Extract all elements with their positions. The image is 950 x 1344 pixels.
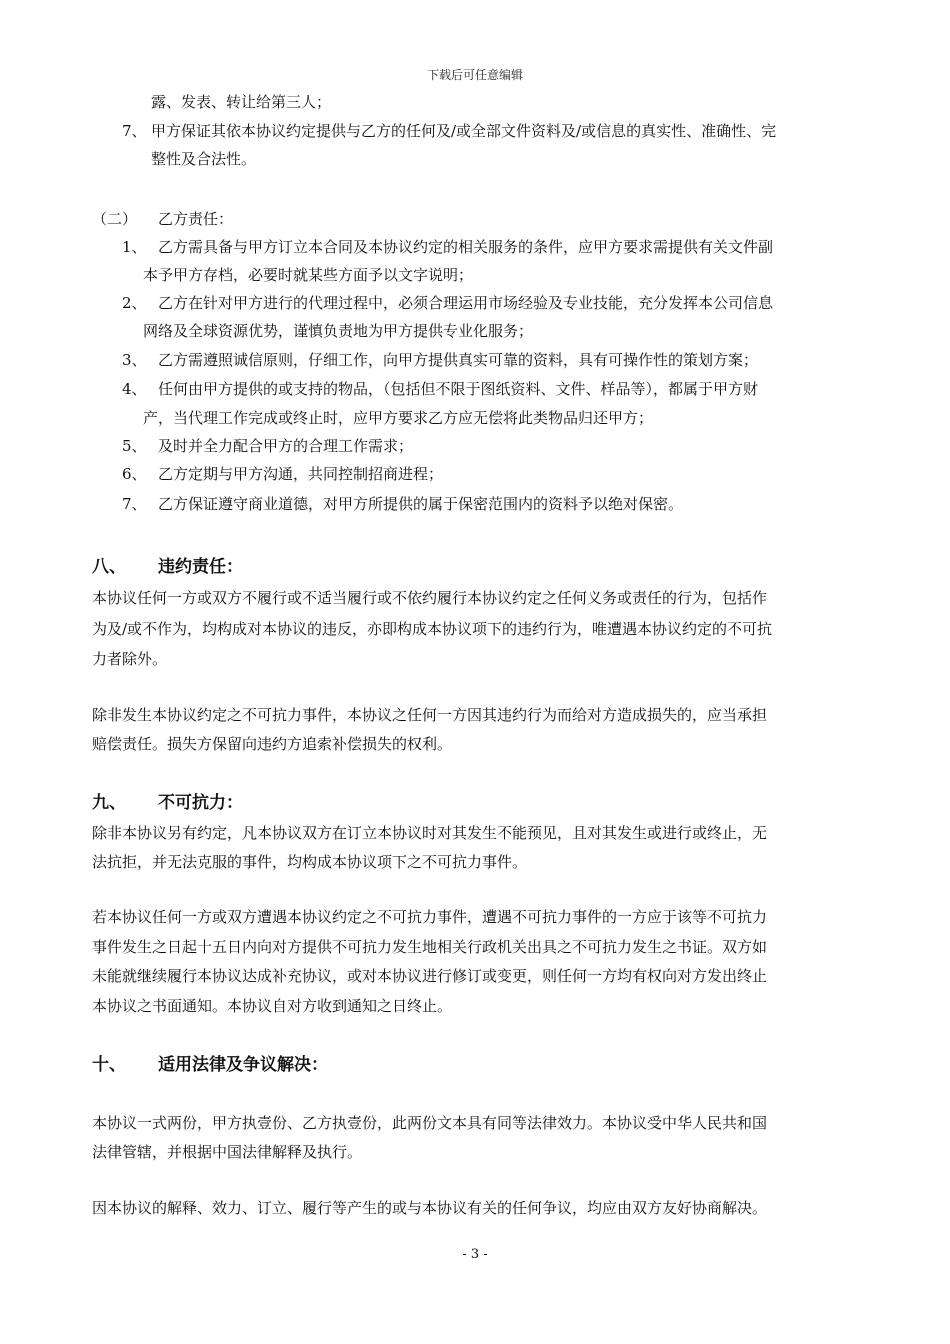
section-8-title: 违约责任： xyxy=(158,557,243,577)
party-b-item-line: 乙方需具备与甲方订立本合同及本协议约定的相关服务的条件，应甲方要求需提供有关文件副 xyxy=(158,238,774,256)
party-b-item-line: 本予甲方存档，必要时就某些方面予以文字说明； xyxy=(143,266,474,284)
section-9-paragraph-line: 事件发生之日起十五日内向对方提供不可抗力发生地相关行政机关出具之不可抗力发生之书证。双方如 xyxy=(92,938,768,956)
party-b-item-line: 及时并全力配合甲方的合理工作需求； xyxy=(158,437,414,455)
section-9-paragraph-line: 本协议之书面通知。本协议自对方收到通知之日终止。 xyxy=(92,997,453,1015)
section-9-paragraph-line: 除非本协议另有约定，凡本协议双方在订立本协议时对其发生不能预见，且对其发生或进行或终止，无 xyxy=(92,824,768,842)
party-b-label: （二） xyxy=(92,210,138,228)
section-8-paragraph-line: 除非发生本协议约定之不可抗力事件，本协议之任何一方因其违约行为而给对方造成损失的，应当承担 xyxy=(92,706,768,724)
party-b-item-number: 1、 xyxy=(122,238,147,256)
header-note: 下载后可任意编辑 xyxy=(426,68,523,82)
section-9-title: 不可抗力： xyxy=(158,793,243,813)
party-b-item-line: 乙方保证遵守商业道德，对甲方所提供的属于保密范围内的资料予以绝对保密。 xyxy=(158,495,684,513)
party-b-item-number: 2、 xyxy=(122,294,147,312)
party-b-item-number: 3、 xyxy=(122,351,147,369)
section-9-number: 九、 xyxy=(92,793,126,813)
party-b-item-number: 4、 xyxy=(122,380,147,398)
party-b-item-line: 乙方在针对甲方进行的代理过程中，必须合理运用市场经验及专业技能，充分发挥本公司信息 xyxy=(158,294,774,312)
section-8-paragraph-line: 赔偿责任。损失方保留向违约方追索补偿损失的权利。 xyxy=(92,735,453,753)
section-10-paragraph-line: 因本协议的解释、效力、订立、履行等产生的或与本协议有关的任何争议，均应由双方友好协商解决。 xyxy=(92,1199,768,1217)
party-b-item-number: 5、 xyxy=(122,437,147,455)
party-b-item-line: 任何由甲方提供的或支持的物品，（包括但不限于图纸资料、文件、样品等），都属于甲方财 xyxy=(158,380,759,398)
party-b-title: 乙方责任： xyxy=(158,210,234,228)
party-b-item-number: 7、 xyxy=(122,495,147,513)
section-9-paragraph-line: 法抗拒，并无法克服的事件，均构成本协议项下之不可抗力事件。 xyxy=(92,853,528,871)
party-b-item-number: 6、 xyxy=(122,465,147,483)
section-10-title: 适用法律及争议解决： xyxy=(158,1055,328,1075)
party-a-item7-line1: 甲方保证其依本协议约定提供与乙方的任何及/或全部文件资料及/或信息的真实性、准确性、完 xyxy=(151,122,777,140)
section-9-paragraph-line: 若本协议任何一方或双方遭遇本协议约定之不可抗力事件，遭遇不可抗力事件的一方应于该等不可抗力 xyxy=(92,908,768,926)
section-8-paragraph-line: 力者除外。 xyxy=(92,650,168,668)
section-8-number: 八、 xyxy=(92,557,126,577)
party-a-item6-tail: 露、发表、转让给第三人； xyxy=(151,93,332,111)
page-number: - 3 - xyxy=(462,1247,488,1262)
section-9-paragraph-line: 未能就继续履行本协议达成补充协议，或对本协议进行修订或变更，则任何一方均有权向对方发出终止 xyxy=(92,967,768,985)
section-10-number: 十、 xyxy=(92,1055,126,1075)
party-b-item-line: 网络及全球资源优势，谨慎负责地为甲方提供专业化服务； xyxy=(143,322,534,340)
section-8-paragraph-line: 为及/或不作为，均构成对本协议的违反，亦即构成本协议项下的违约行为，唯遭遇本协议约定的不可抗 xyxy=(92,620,773,638)
party-a-item7-number: 7、 xyxy=(122,122,147,140)
party-b-item-line: 乙方需遵照诚信原则，仔细工作，向甲方提供真实可靠的资料，具有可操作性的策划方案； xyxy=(158,351,759,369)
party-a-item7-line2: 整性及合法性。 xyxy=(151,150,257,168)
section-10-paragraph-line: 本协议一式两份，甲方执壹份、乙方执壹份，此两份文本具有同等法律效力。本协议受中华人民共和国 xyxy=(92,1114,768,1132)
party-b-item-line: 乙方定期与甲方沟通，共同控制招商进程； xyxy=(158,465,444,483)
section-8-paragraph-line: 本协议任何一方或双方不履行或不适当履行或不依约履行本协议约定之任何义务或责任的行为，包括作 xyxy=(92,589,768,607)
section-10-paragraph-line: 法律管辖，并根据中国法律解释及执行。 xyxy=(92,1143,363,1161)
party-b-item-line: 产，当代理工作完成或终止时，应甲方要求乙方应无偿将此类物品归还甲方； xyxy=(143,409,654,427)
